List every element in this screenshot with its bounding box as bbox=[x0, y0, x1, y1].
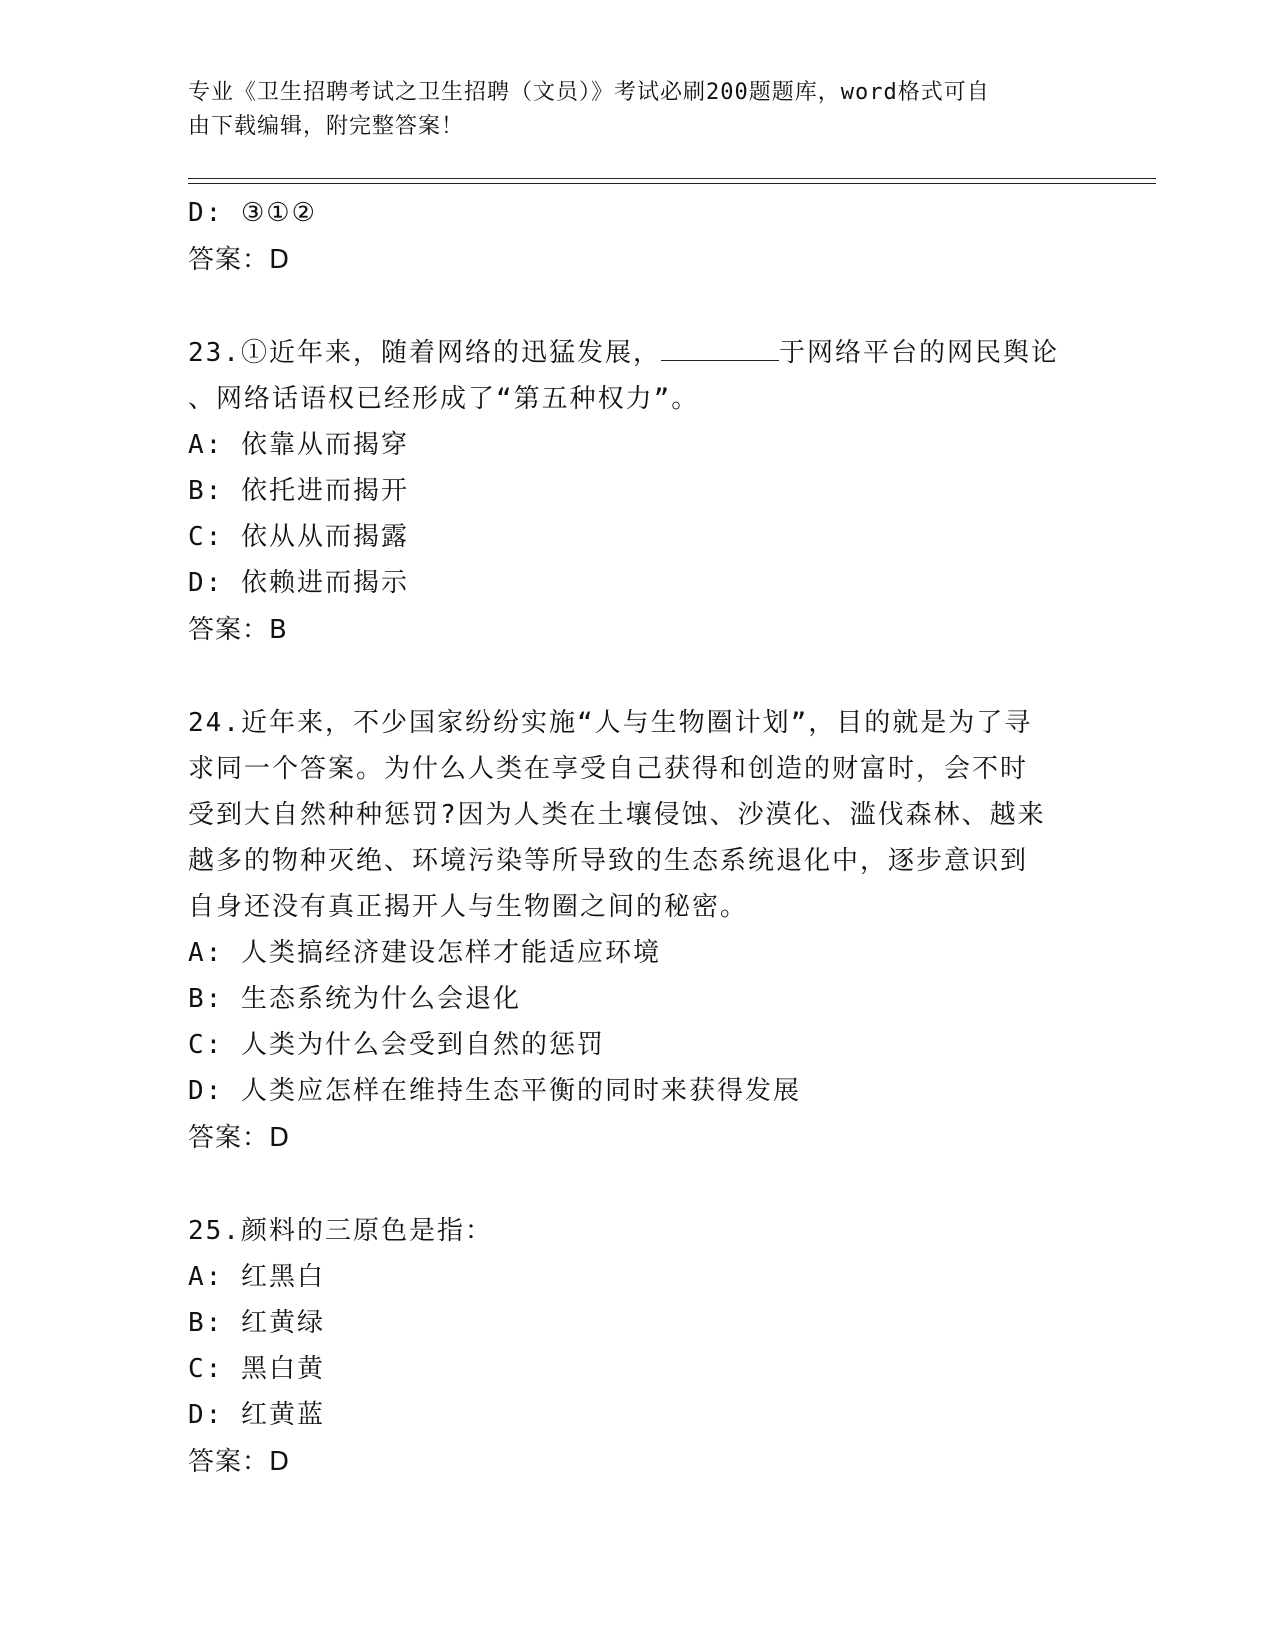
option-d: D: ③①② bbox=[188, 198, 317, 228]
question-text-line: 受到大自然种种惩罚?因为人类在土壤侵蚀、沙漠化、滥伐森林、越来 bbox=[188, 800, 1046, 830]
header-divider-bottom bbox=[188, 183, 1156, 184]
answer: 答案：D bbox=[188, 1447, 291, 1477]
document-body bbox=[188, 190, 1088, 1486]
option-c: C: 人类为什么会受到自然的惩罚 bbox=[188, 1030, 605, 1060]
option-b: B: 红黄绿 bbox=[188, 1308, 325, 1338]
option-d: D: 人类应怎样在维持生态平衡的同时来获得发展 bbox=[188, 1076, 801, 1106]
question-23 bbox=[188, 330, 1088, 654]
header-divider-top bbox=[188, 178, 1156, 179]
option-a: A: 人类搞经济建设怎样才能适应环境 bbox=[188, 938, 661, 968]
answer: 答案：D bbox=[188, 245, 291, 275]
previous-question bbox=[188, 190, 1088, 284]
question-text-line: 24.近年来，不少国家纷纷实施“人与生物圈计划”，目的就是为了寻 bbox=[188, 708, 1033, 738]
question-text-line: 求同一个答案。为什么人类在享受自己获得和创造的财富时，会不时 bbox=[188, 754, 1029, 784]
question-text-line: 25.颜料的三原色是指： bbox=[188, 1216, 493, 1246]
header-line-1: 专业《卫生招聘考试之卫生招聘（文员）》考试必刷200题题库，word格式可自 bbox=[188, 80, 990, 105]
question-text-line: 23.①近年来，随着网络的迅猛发展， 于网络平台的网民舆论 bbox=[188, 330, 1088, 376]
fill-blank bbox=[661, 330, 779, 361]
header-line-2: 由下载编辑，附完整答案！ bbox=[188, 114, 465, 139]
option-a: A: 依靠从而揭穿 bbox=[188, 430, 409, 460]
question-24 bbox=[188, 700, 1088, 1162]
answer: 答案：B bbox=[188, 615, 288, 645]
option-d: D: 依赖进而揭示 bbox=[188, 568, 409, 598]
question-25 bbox=[188, 1208, 1088, 1486]
option-d: D: 红黄蓝 bbox=[188, 1400, 325, 1430]
question-text-line: 、网络话语权已经形成了“第五种权力”。 bbox=[188, 384, 700, 414]
option-b: B: 生态系统为什么会退化 bbox=[188, 984, 521, 1014]
option-b: B: 依托进而揭开 bbox=[188, 476, 409, 506]
option-a: A: 红黑白 bbox=[188, 1262, 325, 1292]
document-header bbox=[188, 76, 1088, 144]
option-c: C: 依从从而揭露 bbox=[188, 522, 409, 552]
answer: 答案：D bbox=[188, 1123, 291, 1153]
question-text-line: 自身还没有真正揭开人与生物圈之间的秘密。 bbox=[188, 892, 749, 922]
option-c: C: 黑白黄 bbox=[188, 1354, 325, 1384]
question-text-line: 越多的物种灭绝、环境污染等所导致的生态系统退化中，逐步意识到 bbox=[188, 846, 1029, 876]
